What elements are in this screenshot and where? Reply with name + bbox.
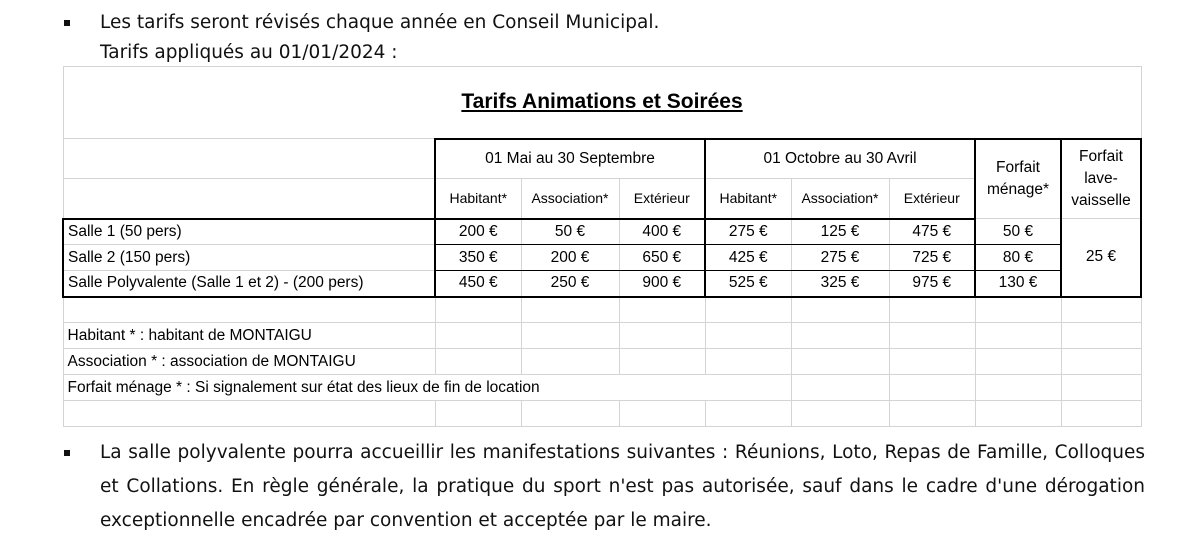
price-cell: 200 € [435, 219, 521, 245]
note-habitant: Habitant * : habitant de MONTAIGU [63, 323, 435, 349]
subheader-exterieur: Extérieur [619, 179, 705, 219]
price-cell: 525 € [705, 271, 791, 297]
price-cell: 900 € [619, 271, 705, 297]
spacer-row [63, 401, 1141, 427]
title-row [63, 67, 1141, 139]
row-label: Salle Polyvalente (Salle 1 et 2) - (200 pers) [63, 271, 435, 297]
price-cell: 50 € [521, 219, 619, 245]
price-cell: 350 € [435, 245, 521, 271]
menage-cell: 50 € [975, 219, 1061, 245]
table-row [63, 245, 1141, 271]
period-header-row [63, 139, 1141, 179]
note-row [63, 349, 1141, 375]
menage-cell: 80 € [975, 245, 1061, 271]
subheader-association: Association* [791, 179, 889, 219]
intro-line-1: Les tarifs seront révisés chaque année en Conseil Municipal. [100, 12, 660, 33]
note-forfait-menage: Forfait ménage * : Si signalement sur état des lieux de fin de location [63, 375, 791, 401]
vaisselle-cell: 25 € [1061, 219, 1141, 297]
menage-cell: 130 € [975, 271, 1061, 297]
subheader-association: Association* [521, 179, 619, 219]
row-label: Salle 1 (50 pers) [63, 219, 435, 245]
period-1-header: 01 Mai au 30 Septembre [435, 139, 705, 179]
price-cell: 450 € [435, 271, 521, 297]
table-title: Tarifs Animations et Soirées [63, 67, 1141, 139]
subheader-exterieur: Extérieur [889, 179, 975, 219]
period-2-header: 01 Octobre au 30 Avril [705, 139, 975, 179]
note-association: Association * : association de MONTAIGU [63, 349, 435, 375]
price-cell: 200 € [521, 245, 619, 271]
price-cell: 650 € [619, 245, 705, 271]
note-row [63, 323, 1141, 349]
forfait-vaisselle-header: Forfait lave-vaisselle [1061, 139, 1141, 219]
subheader-habitant: Habitant* [435, 179, 521, 219]
table-row [63, 219, 1141, 245]
price-cell: 475 € [889, 219, 975, 245]
bullet-icon [64, 20, 70, 26]
price-cell: 250 € [521, 271, 619, 297]
intro-line-2: Tarifs appliqués au 01/01/2024 : [100, 42, 398, 63]
price-cell: 400 € [619, 219, 705, 245]
price-cell: 975 € [889, 271, 975, 297]
price-cell: 725 € [889, 245, 975, 271]
row-label: Salle 2 (150 pers) [63, 245, 435, 271]
spacer-row [63, 297, 1141, 323]
intro-text [100, 8, 659, 68]
price-cell: 125 € [791, 219, 889, 245]
price-cell: 275 € [791, 245, 889, 271]
forfait-menage-header: Forfait ménage* [975, 139, 1061, 219]
table-row [63, 271, 1141, 297]
price-cell: 325 € [791, 271, 889, 297]
price-cell: 275 € [705, 219, 791, 245]
footer-paragraph: La salle polyvalente pourra accueillir les manifestations suivantes : Réunions, Loto, Repas de Famille, Colloques et Collations. En règle générale, la pratique du sport n'est pas autorisée, sauf dans le cadre d'une dérogation exceptionnelle encadrée par convention et acceptée par le maire. [100, 442, 1145, 531]
price-cell: 425 € [705, 245, 791, 271]
bullet-icon [64, 450, 70, 456]
note-row [63, 375, 1141, 401]
subheader-habitant: Habitant* [705, 179, 791, 219]
tarifs-table [62, 66, 1142, 427]
